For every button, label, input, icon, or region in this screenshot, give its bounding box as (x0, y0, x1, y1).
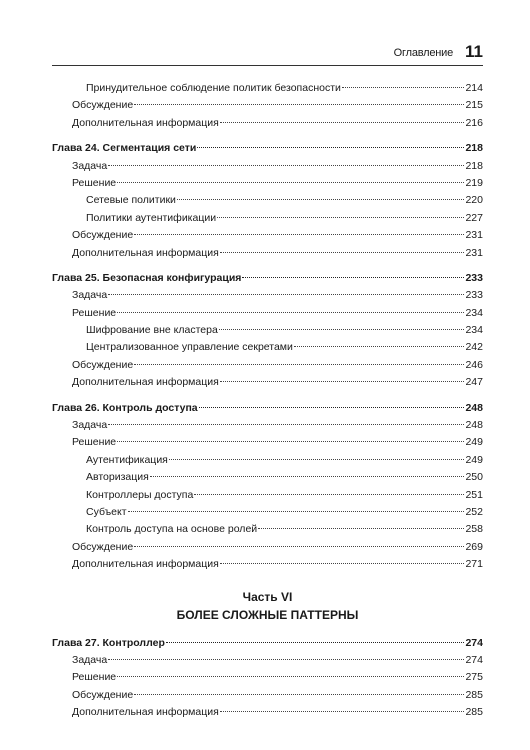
toc-entry-page: 274 (465, 653, 483, 666)
part-label: Часть VI (242, 589, 293, 604)
dot-leader (150, 476, 465, 477)
toc-entry-page: 234 (465, 306, 483, 319)
toc-entry-page: 214 (465, 82, 483, 94)
toc-entry (52, 704, 483, 721)
toc-entry-page: 231 (465, 229, 483, 242)
toc-entry-page: 248 (465, 419, 483, 432)
toc-entry-title: Глава 26. Контроль доступа (52, 401, 198, 414)
toc-entry-page: 248 (465, 401, 483, 414)
toc-entry-title: Контроль доступа на основе ролей (86, 523, 258, 536)
toc-entry (52, 469, 483, 486)
toc-entry-title: Дополнительная информация (72, 706, 219, 719)
dot-leader (117, 182, 464, 183)
toc-entry-page: 227 (465, 211, 483, 224)
toc-entries-top (52, 80, 483, 574)
dot-leader (134, 234, 464, 235)
dot-leader (169, 459, 465, 460)
toc-entry-title: Решение (72, 176, 117, 189)
toc-entry (52, 556, 483, 573)
toc-entry (52, 539, 483, 556)
toc-entry (52, 115, 483, 132)
toc-entry (52, 669, 483, 686)
toc-entry (52, 652, 483, 669)
toc-entry-page: 220 (465, 194, 483, 207)
toc-entry-page: 251 (465, 488, 483, 501)
toc-entry (52, 374, 483, 391)
toc-entry (52, 175, 483, 192)
toc-entry-title: Задача (72, 159, 108, 172)
toc-entry-title: Глава 24. Сегментация сети (52, 142, 197, 155)
toc-entry (52, 305, 483, 322)
dot-leader (117, 676, 464, 677)
toc-entry-page: 216 (465, 116, 483, 129)
toc-chapter-entry (52, 140, 483, 157)
toc-entry (52, 158, 483, 175)
toc-entry-title: Задача (72, 289, 108, 302)
toc-entry-title: Дополнительная информация (72, 116, 219, 129)
toc-entry-title: Обсуждение (72, 688, 134, 701)
toc-entry-title: Дополнительная информация (72, 376, 219, 389)
dot-leader (194, 494, 464, 495)
toc-entry (52, 80, 483, 97)
toc-entry (52, 487, 483, 504)
toc-entry (52, 434, 483, 451)
toc-entry-title: Шифрование вне кластера (86, 324, 218, 337)
toc-entry-page: 242 (465, 341, 483, 354)
dot-leader (294, 346, 465, 347)
toc-entry-page: 274 (465, 636, 483, 649)
toc-entry-title: Централизованное управление секретами (86, 341, 293, 354)
dot-leader (134, 104, 464, 105)
dot-leader (117, 312, 464, 313)
toc-entry-title: Авторизация (86, 471, 149, 484)
toc-entry-page: 249 (465, 436, 483, 449)
toc-entry-page: 247 (465, 376, 483, 389)
toc-entry-title: Задача (72, 653, 108, 666)
toc-entry-title: Обсуждение (72, 358, 134, 371)
dot-leader (217, 217, 464, 218)
dot-leader (108, 659, 464, 660)
part-title: БОЛЕЕ СЛОЖНЫЕ ПАТТЕРНЫ (176, 607, 359, 622)
dot-leader (177, 199, 465, 200)
dot-leader (258, 528, 464, 529)
dot-leader (220, 381, 465, 382)
dot-leader (117, 441, 464, 442)
toc-entry-title: Решение (72, 436, 117, 449)
toc-entry-title: Сетевые политики (86, 194, 176, 207)
toc-entry (52, 287, 483, 304)
toc-entry-title: Задача (72, 419, 108, 432)
dot-leader (220, 252, 465, 253)
toc-entry-page: 269 (465, 540, 483, 553)
dot-leader (166, 642, 465, 643)
dot-leader (219, 329, 465, 330)
toc-entry-title: Обсуждение (72, 99, 134, 112)
toc-entry-page: 258 (465, 523, 483, 536)
toc-entry (52, 521, 483, 538)
toc-entry-title: Субъект (86, 505, 127, 518)
toc-entry-title: Обсуждение (72, 229, 134, 242)
toc-entry-page: 233 (465, 289, 483, 302)
toc-entry-page: 252 (465, 505, 483, 518)
dot-leader (108, 165, 464, 166)
toc-chapter-entry (52, 270, 483, 287)
toc-entry (52, 687, 483, 704)
toc-chapter-entry (52, 400, 483, 417)
toc-entry (52, 504, 483, 521)
toc-entry-title: Решение (72, 671, 117, 684)
toc-entry-title: Обсуждение (72, 540, 134, 553)
toc-chapter-entry (52, 635, 483, 652)
toc-entry-page: 250 (465, 471, 483, 484)
toc-entry-page: 233 (465, 271, 483, 284)
toc-entry-page: 285 (465, 706, 483, 719)
toc-entry-page: 218 (465, 142, 483, 155)
running-head-section: Оглавление (393, 47, 453, 59)
toc-entry-page: 218 (465, 159, 483, 172)
dot-leader (220, 122, 465, 123)
page-number: 11 (465, 42, 483, 61)
toc-entry-page: 285 (465, 688, 483, 701)
toc-entry (52, 339, 483, 356)
toc-entry (52, 322, 483, 339)
dot-leader (220, 563, 465, 564)
toc-entry-page: 234 (465, 324, 483, 337)
toc-entry-title: Принудительное соблюдение политик безопасности (86, 82, 341, 94)
toc-entry-title: Контроллеры доступа (86, 488, 194, 501)
toc-entry-title: Дополнительная информация (72, 558, 219, 571)
dot-leader (199, 407, 465, 408)
dot-leader (134, 546, 464, 547)
toc-entry-page: 219 (465, 176, 483, 189)
toc-entry-page: 249 (465, 453, 483, 466)
toc-entry-title: Глава 27. Контроллер (52, 636, 165, 649)
dot-leader (242, 277, 464, 278)
toc-entry-title: Решение (72, 306, 117, 319)
toc-entry (52, 417, 483, 434)
toc-entry (52, 192, 483, 209)
dot-leader (134, 694, 464, 695)
toc-entries-bottom (52, 635, 483, 722)
dot-leader (128, 511, 465, 512)
dot-leader (220, 711, 465, 712)
dot-leader (108, 424, 464, 425)
toc-entry-title: Дополнительная информация (72, 246, 219, 259)
toc-entry (52, 452, 483, 469)
dot-leader (108, 294, 464, 295)
page-header (52, 39, 483, 66)
toc-entry-title: Глава 25. Безопасная конфигурация (52, 271, 242, 284)
toc-entry (52, 97, 483, 114)
toc-entry-page: 231 (465, 246, 483, 259)
toc-entry-title: Политики аутентификации (86, 211, 217, 224)
toc-entry (52, 210, 483, 227)
dot-leader (134, 364, 464, 365)
toc-entry (52, 357, 483, 374)
toc-entry (52, 227, 483, 244)
toc-entry-title: Аутентификация (86, 453, 168, 466)
toc-entry (52, 245, 483, 262)
dot-leader (197, 147, 464, 148)
dot-leader (342, 87, 465, 88)
toc-entry-page: 215 (465, 99, 483, 112)
toc-entry-page: 271 (465, 558, 483, 571)
toc-entry-page: 246 (465, 358, 483, 371)
table-of-contents (52, 80, 483, 722)
toc-entry-page: 275 (465, 671, 483, 684)
